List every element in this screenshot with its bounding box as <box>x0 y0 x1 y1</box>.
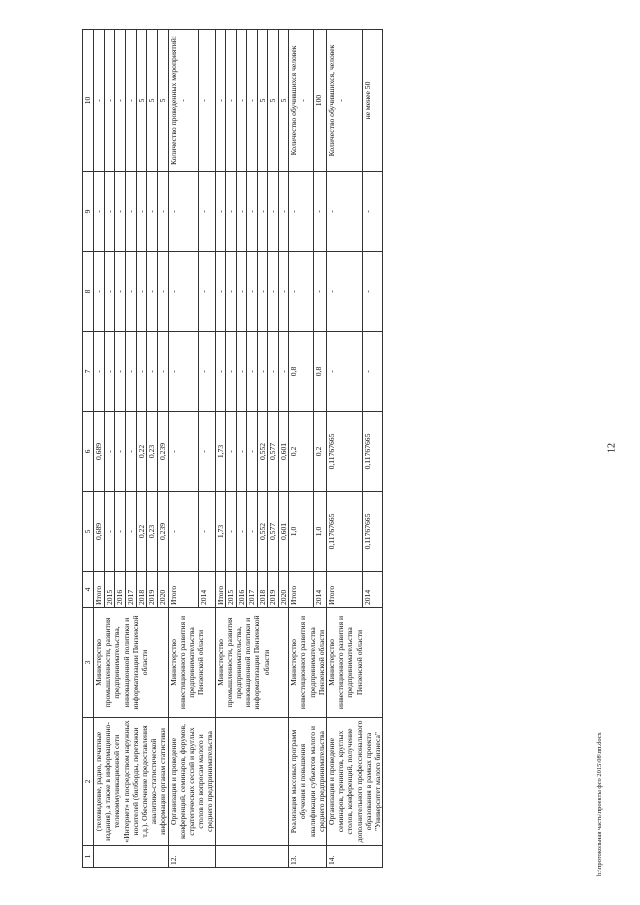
funding-total-cell: - <box>199 492 216 572</box>
indicator-value: 5 <box>257 98 267 103</box>
col-number: 9 <box>83 172 94 252</box>
indicator-value: 5 <box>268 98 278 103</box>
col-number: 8 <box>83 252 94 332</box>
local-budget-cell: - <box>215 252 226 332</box>
year-cell: 2020 <box>278 572 289 608</box>
regional-budget-cell: 0,239 <box>157 412 168 492</box>
indicator-cell <box>104 30 115 172</box>
funding-total-cell: - <box>115 492 126 572</box>
rotated-table-container <box>82 30 610 868</box>
file-path-footer: h:\протокольная часть\проекты фсо 2015\08\пп.docx <box>596 732 603 876</box>
indicator-value: - <box>104 99 114 102</box>
extra-budget-cell: - <box>268 172 279 252</box>
col-number: 10 <box>83 30 94 172</box>
extra-budget-cell: - <box>157 172 168 252</box>
funding-total-cell: 0,552 <box>257 492 268 572</box>
indicator-cell <box>363 30 383 172</box>
federal-budget-cell: - <box>326 332 362 412</box>
year-cell: 2017 <box>247 572 258 608</box>
local-budget-cell: - <box>115 252 126 332</box>
local-budget-cell: - <box>247 252 258 332</box>
regional-budget-cell: - <box>247 412 258 492</box>
indicator-cell <box>326 30 362 172</box>
regional-budget-cell: - <box>104 412 115 492</box>
local-budget-cell: - <box>313 252 326 332</box>
federal-budget-cell: - <box>236 332 247 412</box>
indicator-cell <box>313 30 326 172</box>
year-cell: 2015 <box>104 572 115 608</box>
col-number: 4 <box>83 572 94 608</box>
col-number: 1 <box>83 846 94 868</box>
extra-budget-cell: - <box>236 172 247 252</box>
regional-budget-cell: 0,23 <box>147 412 158 492</box>
indicator-cell <box>289 30 314 172</box>
table-body <box>94 30 383 868</box>
year-cell: 2018 <box>257 572 268 608</box>
indicator-value: 5 <box>157 98 167 103</box>
year-cell: 2015 <box>226 572 237 608</box>
funding-total-cell: - <box>247 492 258 572</box>
indicator-value: 100 <box>313 94 323 107</box>
funding-total-cell: 1,0 <box>313 492 326 572</box>
federal-budget-cell: 0,8 <box>289 332 314 412</box>
federal-budget-cell: - <box>363 332 383 412</box>
indicator-cell <box>268 30 279 172</box>
regional-budget-cell: 0,577 <box>268 412 279 492</box>
indicator-value: - <box>177 99 187 102</box>
regional-budget-cell: - <box>226 412 237 492</box>
extra-budget-cell: - <box>247 172 258 252</box>
page-number: 12 <box>606 443 618 453</box>
indicator-cell <box>157 30 168 172</box>
regional-budget-cell: 1,73 <box>215 412 226 492</box>
year-cell: 2016 <box>115 572 126 608</box>
regional-budget-cell: 0,22 <box>136 412 147 492</box>
responsible-org-cell: Министерство инвестиционного развития и предпринимательства Пензенской области <box>168 608 215 718</box>
regional-budget-cell: 0,552 <box>257 412 268 492</box>
regional-budget-cell: - <box>168 412 199 492</box>
indicator-cell <box>168 30 199 172</box>
local-budget-cell: - <box>326 252 362 332</box>
extra-budget-cell: - <box>168 172 199 252</box>
funding-total-cell: - <box>226 492 237 572</box>
funding-total-cell: 1,0 <box>289 492 314 572</box>
year-cell: 2020 <box>157 572 168 608</box>
indicator-value: не менее 50 <box>363 81 373 120</box>
regional-budget-cell: 0,601 <box>278 412 289 492</box>
indicator-value: - <box>115 99 125 102</box>
activity-description-cell <box>215 718 289 846</box>
indicator-value: - <box>236 99 246 102</box>
extra-budget-cell: - <box>363 172 383 252</box>
local-budget-cell: - <box>226 252 237 332</box>
indicator-value: - <box>336 99 346 102</box>
indicator-cell <box>236 30 247 172</box>
federal-budget-cell: - <box>94 332 105 412</box>
indicator-cell <box>94 30 105 172</box>
indicator-label: Количество проведенных мероприятий: <box>168 36 178 165</box>
extra-budget-cell: - <box>94 172 105 252</box>
indicator-cell <box>125 30 136 172</box>
federal-budget-cell: - <box>157 332 168 412</box>
indicator-value: - <box>298 99 308 102</box>
federal-budget-cell: - <box>147 332 158 412</box>
responsible-org-cell: Министерство инвестиционного развития и предпринимательства Пензенской области <box>326 608 382 718</box>
regional-budget-cell: 0,11767665 <box>326 412 362 492</box>
local-budget-cell: - <box>125 252 136 332</box>
item-number-cell <box>215 846 289 868</box>
extra-budget-cell: - <box>257 172 268 252</box>
year-cell: Итого <box>168 572 199 608</box>
funding-total-cell: 0,689 <box>94 492 105 572</box>
item-number-cell <box>94 846 169 868</box>
federal-budget-cell: - <box>278 332 289 412</box>
year-cell: 2019 <box>147 572 158 608</box>
local-budget-cell: - <box>147 252 158 332</box>
indicator-label: Количество обучившихся, человек <box>326 44 336 157</box>
regional-budget-cell: 0,11767665 <box>363 412 383 492</box>
column-number-row <box>83 30 94 868</box>
responsible-org-cell: Министерство промышленности, развития предпринимательства, инновационной политики и информатизации Пензенской области <box>215 608 289 718</box>
local-budget-cell: - <box>136 252 147 332</box>
indicator-cell <box>199 30 216 172</box>
federal-budget-cell: - <box>226 332 237 412</box>
indicator-value: - <box>226 99 236 102</box>
extra-budget-cell: - <box>147 172 158 252</box>
extra-budget-cell: - <box>115 172 126 252</box>
table-row <box>326 30 362 868</box>
indicator-cell <box>247 30 258 172</box>
extra-budget-cell: - <box>125 172 136 252</box>
regional-budget-cell: 0,2 <box>289 412 314 492</box>
indicator-value: 5 <box>278 98 288 103</box>
local-budget-cell: - <box>363 252 383 332</box>
extra-budget-cell: - <box>136 172 147 252</box>
year-cell: 2014 <box>199 572 216 608</box>
funding-total-cell: 0,11767665 <box>363 492 383 572</box>
indicator-value: - <box>94 99 103 102</box>
funding-total-cell: - <box>125 492 136 572</box>
table-row <box>215 30 226 868</box>
local-budget-cell: - <box>104 252 115 332</box>
federal-budget-cell: - <box>247 332 258 412</box>
federal-budget-cell: - <box>125 332 136 412</box>
col-number: 7 <box>83 332 94 412</box>
indicator-cell <box>136 30 147 172</box>
extra-budget-cell: - <box>215 172 226 252</box>
responsible-org-cell: Министерство инвестиционного развития и предпринимательства Пензенской области <box>289 608 327 718</box>
table-row <box>289 30 314 868</box>
indicator-cell <box>257 30 268 172</box>
extra-budget-cell: - <box>278 172 289 252</box>
indicator-value: - <box>199 99 209 102</box>
indicator-value: - <box>125 99 135 102</box>
year-cell: Итого <box>94 572 105 608</box>
funding-total-cell: 0,22 <box>136 492 147 572</box>
funding-total-cell: - <box>104 492 115 572</box>
year-cell: 2019 <box>268 572 279 608</box>
funding-total-cell: 0,23 <box>147 492 158 572</box>
year-cell: 2018 <box>136 572 147 608</box>
federal-budget-cell: - <box>199 332 216 412</box>
funding-total-cell: 1,73 <box>215 492 226 572</box>
col-number: 6 <box>83 412 94 492</box>
federal-budget-cell: - <box>257 332 268 412</box>
year-cell: 2017 <box>125 572 136 608</box>
indicator-cell <box>278 30 289 172</box>
extra-budget-cell: - <box>289 172 314 252</box>
funding-total-cell: 0,601 <box>278 492 289 572</box>
regional-budget-cell: - <box>236 412 247 492</box>
item-number-cell: 13. <box>289 846 327 868</box>
indicator-cell <box>215 30 226 172</box>
extra-budget-cell: - <box>199 172 216 252</box>
federal-budget-cell: - <box>168 332 199 412</box>
indicator-value: 5 <box>136 98 146 103</box>
col-number: 5 <box>83 492 94 572</box>
local-budget-cell: - <box>157 252 168 332</box>
responsible-org-cell: Министерство промышленности, развития предпринимательства, инновационной политики и информатизации Пензенской области <box>94 608 169 718</box>
federal-budget-cell: 0,8 <box>313 332 326 412</box>
funding-total-cell: 0,577 <box>268 492 279 572</box>
indicator-cell <box>147 30 158 172</box>
extra-budget-cell: - <box>313 172 326 252</box>
regional-budget-cell: 0,2 <box>313 412 326 492</box>
item-number-cell: 12. <box>168 846 215 868</box>
year-cell: Итого <box>215 572 226 608</box>
table-row <box>168 30 199 868</box>
local-budget-cell: - <box>94 252 105 332</box>
item-number-cell: 14. <box>326 846 382 868</box>
col-number: 3 <box>83 608 94 718</box>
extra-budget-cell: - <box>104 172 115 252</box>
regional-budget-cell: 0,689 <box>94 412 105 492</box>
federal-budget-cell: - <box>104 332 115 412</box>
activity-description-cell: (телевидение, радио, печатные издания), а также в информационно-телекоммуникационной сети «Интернет» и посредством наружных носителей (билборды, перетяжки т.д.). Обеспечение предоставления аналитико-статистической информации органам статистики <box>94 718 169 846</box>
federal-budget-cell: - <box>115 332 126 412</box>
year-cell: 2014 <box>363 572 383 608</box>
federal-budget-cell: - <box>215 332 226 412</box>
local-budget-cell: - <box>289 252 314 332</box>
funding-total-cell: 0,11767665 <box>326 492 362 572</box>
local-budget-cell: - <box>278 252 289 332</box>
indicator-value: 5 <box>147 98 157 103</box>
indicator-cell <box>226 30 237 172</box>
year-cell: Итого <box>326 572 362 608</box>
activity-description-cell: Организация и проведение конференций, семинаров, форумов, стратегических сессий и круглых столов по вопросам малого и среднего предпринимательства <box>168 718 215 846</box>
local-budget-cell: - <box>257 252 268 332</box>
local-budget-cell: - <box>168 252 199 332</box>
funding-total-cell: - <box>236 492 247 572</box>
indicator-label: Количество обучившихся человек <box>289 45 299 156</box>
indicator-cell <box>115 30 126 172</box>
federal-budget-cell: - <box>268 332 279 412</box>
year-cell: 2016 <box>236 572 247 608</box>
funding-total-cell: 0,239 <box>157 492 168 572</box>
year-cell: 2014 <box>313 572 326 608</box>
local-budget-cell: - <box>236 252 247 332</box>
local-budget-cell: - <box>268 252 279 332</box>
program-table <box>82 29 383 868</box>
table-row <box>94 30 105 868</box>
regional-budget-cell: - <box>199 412 216 492</box>
regional-budget-cell: - <box>115 412 126 492</box>
funding-total-cell: - <box>168 492 199 572</box>
indicator-value: - <box>247 99 257 102</box>
extra-budget-cell: - <box>226 172 237 252</box>
extra-budget-cell: - <box>326 172 362 252</box>
regional-budget-cell: - <box>125 412 136 492</box>
year-cell: Итого <box>289 572 314 608</box>
local-budget-cell: - <box>199 252 216 332</box>
activity-description-cell: Организация и проведение семинаров, тренингов, круглых столов, конференций, получение дополнительного профессионального образования в рамках проекта "Университет малого бизнеса" <box>326 718 382 846</box>
activity-description-cell: Реализация массовых программ обучения и повышения квалификации субъектов малого и среднего предпринимательства <box>289 718 327 846</box>
indicator-value: - <box>215 99 225 102</box>
federal-budget-cell: - <box>136 332 147 412</box>
col-number: 2 <box>83 718 94 846</box>
